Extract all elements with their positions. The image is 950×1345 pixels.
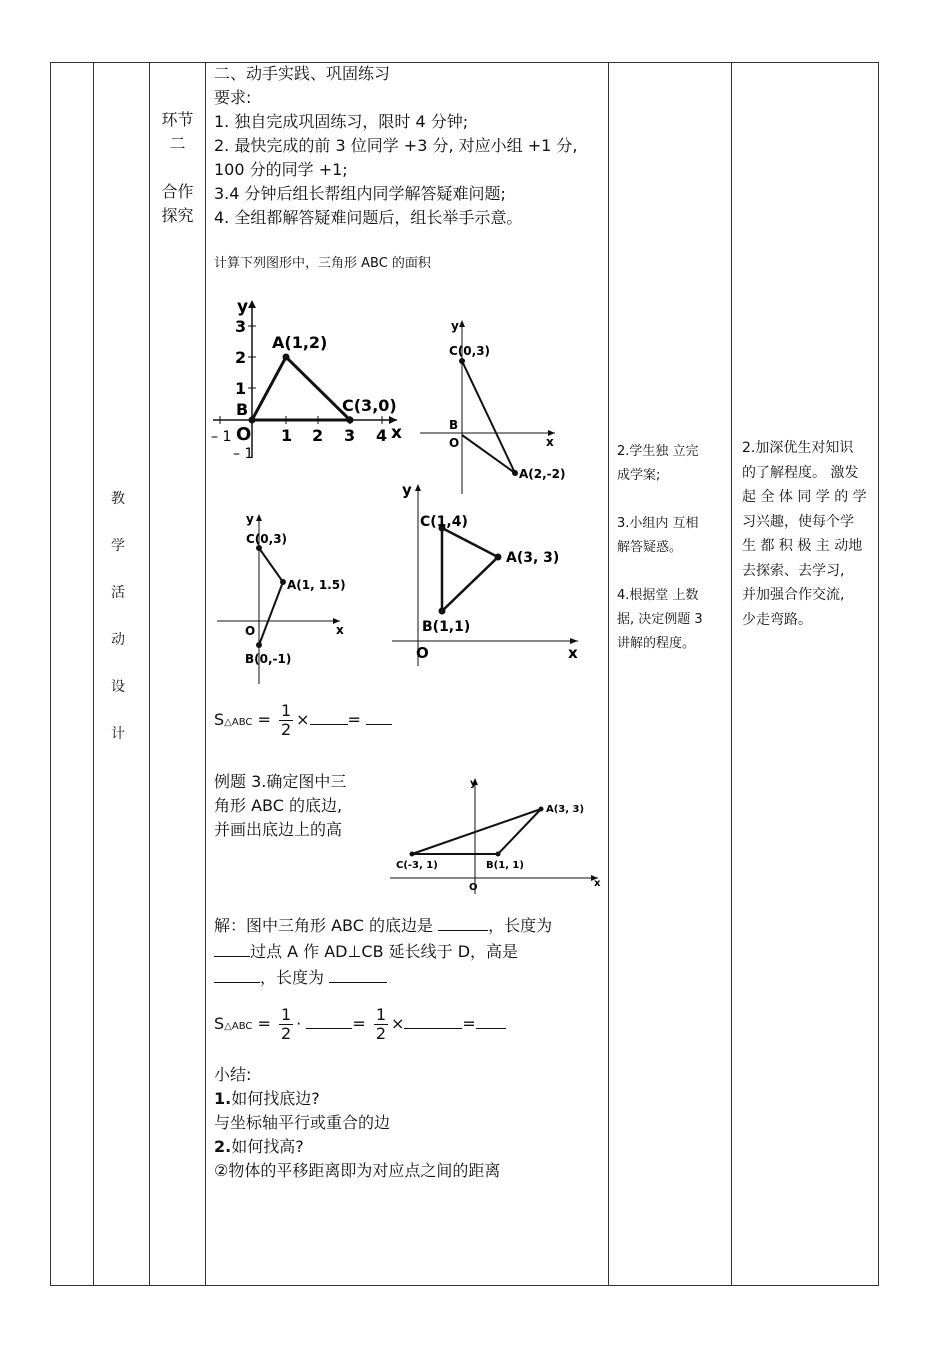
g1-point-b: B [236,400,249,419]
col-divider [731,62,732,1286]
graph-5 [390,772,605,897]
g2-y-label: y [451,319,459,333]
col-divider [878,62,879,1286]
g1-tick: – 1 [211,429,232,445]
design-char: 动 [111,632,125,648]
design-char: 活 [111,585,125,601]
blank[interactable] [306,1014,352,1029]
g2-point-b: B [449,418,459,432]
summary-answer: 与坐标轴平行或重合的边 [214,1113,391,1132]
g1-tick: – 1 [233,446,254,462]
g1-tick: 2 [235,348,247,367]
col-divider [93,62,94,1286]
g1-tick: 3 [344,426,356,445]
col-divider [608,62,609,1286]
design-char: 学 [111,538,125,554]
col-divider [149,62,150,1286]
graph-4 [390,478,590,668]
g1-tick: 2 [312,426,324,445]
g2-x-label: x [546,435,554,449]
blank[interactable] [310,710,348,725]
student-activity: 2.学生独 立完 成学案; 3.小组内 互相 解答疑惑。 4.根据堂 上数 据, 决定例题 3 讲解的程度。 [617,444,703,651]
col-divider [205,62,206,1286]
design-column-label [110,488,126,770]
design-char: 教 [111,491,125,507]
section-heading: 二、动手实践、巩固练习 [214,64,391,83]
design-char: 计 [111,726,125,742]
blank[interactable] [404,1014,462,1029]
summary-answer: ②物体的平移距离即为对应点之间的距离 [214,1161,501,1180]
table-bottom-border [50,1285,879,1286]
area-formula-1: S△ABC = $\frac{1}{2}$ × = [214,702,392,739]
g2-origin: O [449,436,460,450]
req-item: 1. 独自完成巩固练习，限时 4 分钟; [214,112,469,131]
g5-origin: O [469,882,478,893]
blank[interactable] [214,942,250,957]
design-char: 设 [111,679,125,695]
summary-block: 小结: 1.如何找底边? 与坐标轴平行或重合的边 2.如何找高? ②物体的平移距离即为对应点之间的距离 [214,1063,598,1183]
g5-point-b: B(1, 1) [486,860,524,871]
g1-y-label: y [237,297,249,317]
blank[interactable] [214,968,260,983]
g2-point-c: C(0,3) [449,344,491,358]
g3-point-a: A(1, 1.5) [287,578,346,592]
g2-point-a: A(2,-2) [519,467,566,481]
col-divider [50,62,51,1286]
summary-title: 小结: [214,1065,252,1084]
blank[interactable] [476,1014,506,1029]
fraction-half: $\frac{1}{2}$ [280,701,292,739]
fraction-half: $\frac{1}{2}$ [280,1005,292,1043]
g3-x-label: x [336,623,344,637]
design-intent: 2.加深优生对知识 的了解程度。 激发 起 全 体 同 学 的 学 习兴趣，使每个学 生 都 积 极 主 动地 去探索、去学习, 并加强合作交流, 少走弯路。 [742,440,867,628]
g4-origin: O [416,644,429,662]
g5-y-label: y [470,778,477,789]
g4-point-a: A(3, 3) [506,550,560,566]
example-3-text: 例题 3.确定图中三 角形 ABC 的底边, 并画出底边上的高 [214,772,347,839]
fraction-half: $\frac{1}{2}$ [375,1005,387,1043]
req-title: 要求: [214,88,252,107]
g1-point-c: C(3,0) [342,396,397,415]
g3-y-label: y [246,512,254,526]
stage-label: 环节 二 合作 探究 [161,110,194,225]
g1-tick: 1 [281,426,293,445]
blank[interactable] [438,916,488,931]
area-formula-2: S△ABC = $\frac{1}{2}$ · = $\frac{1}{2}$ × = [214,1006,506,1043]
g5-x-label: x [594,878,601,889]
blank[interactable] [329,968,387,983]
graph-3 [212,508,362,688]
g5-point-a: A(3, 3) [546,804,585,815]
g3-origin: O [245,624,256,638]
blank[interactable] [366,710,392,725]
req-item: 2. 最快完成的前 3 位同学 +3 分, 对应小组 +1 分, [214,136,578,155]
g3-point-c: C(0,3) [246,532,288,546]
g1-point-a: A(1,2) [272,333,328,352]
g4-point-b: B(1,1) [422,619,471,635]
g4-y-label: y [402,481,412,499]
g5-point-c: C(-3, 1) [396,860,438,871]
solution-text: 解：图中三角形 ABC 的底边是 ，长度为 过点 A 作 AD⊥CB 延长线于 D，高是 ，长度为 [214,916,553,987]
g3-point-b: B(0,-1) [245,652,292,666]
graph-1 [205,290,415,465]
g1-x-label: x [391,423,402,443]
task-text: 计算下列图形中，三角形 ABC 的面积 [214,256,431,271]
g1-tick: 4 [376,426,388,445]
g1-origin: O [236,424,252,445]
g4-point-c: C(1,4) [420,514,468,530]
requirements-block [214,62,604,230]
graph-2 [415,312,575,497]
req-item: 100 分的同学 +1; [214,160,348,179]
req-item: 4. 全组都解答疑难问题后，组长举手示意。 [214,208,523,227]
g1-tick: 3 [235,317,247,336]
g1-tick: 1 [235,379,247,398]
req-item: 3.4 分钟后组长帮组内同学解答疑难问题; [214,184,506,203]
g4-x-label: x [568,644,578,662]
